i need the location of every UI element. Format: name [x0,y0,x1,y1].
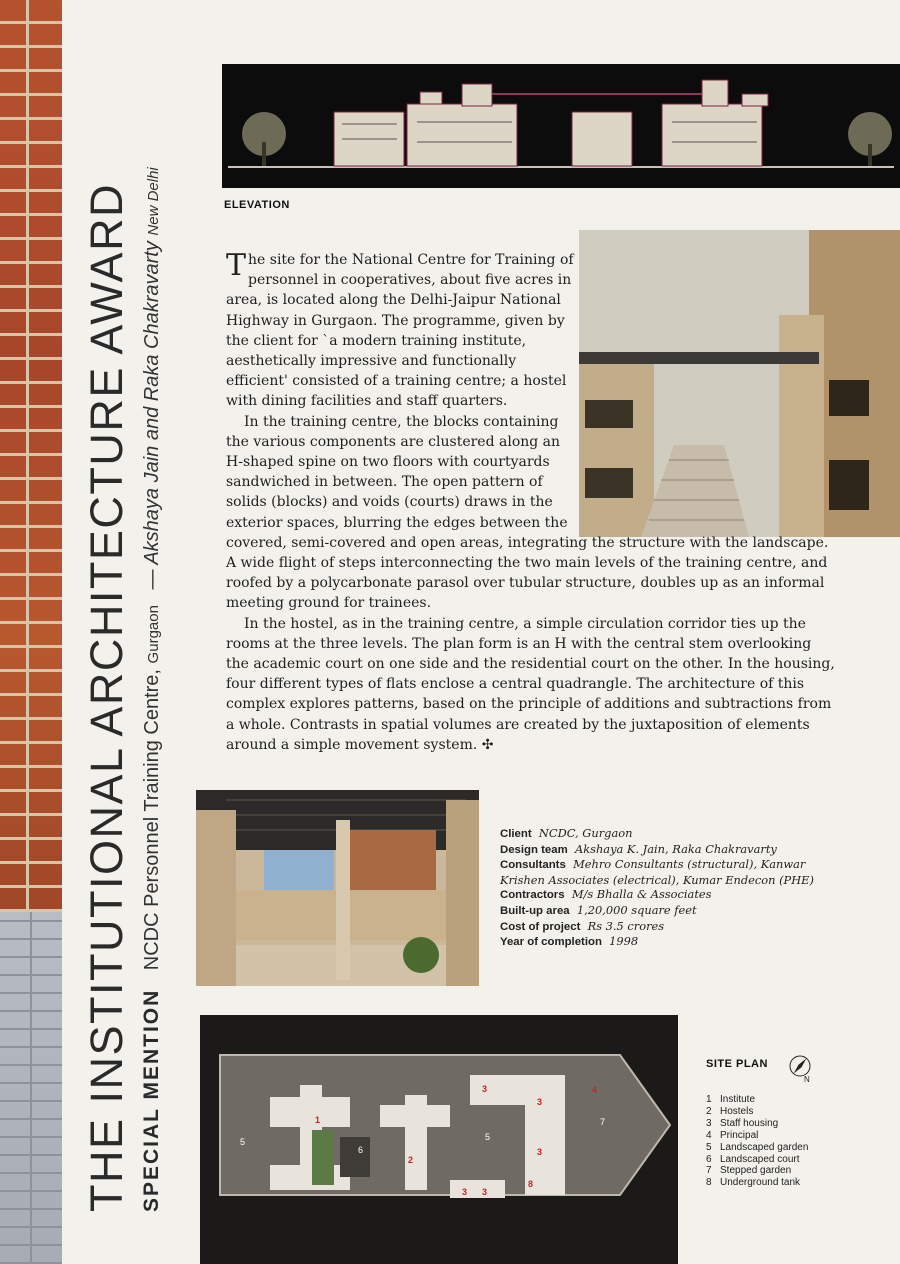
svg-text:3: 3 [462,1187,468,1197]
paragraph-3: In the hostel, as in the training centre, a simple circulation corridor ties up the rooms at the three levels. The plan form is an H with the central stem overlooking the academic court on one side and the residential court on the other. In the housing, four different types of flats enclose a central quadrangle. The architecture of this complex explores patterns, based on the principle of additions and subtractions from a whole. Contrasts in spatial volumes are created by the juxtaposition of elements around a simple movement system. ✣ [226,615,835,753]
brick-wall-photo [0,0,62,1264]
legend-item: 7 Stepped garden [706,1165,792,1177]
award-title: THE INSTITUTIONAL ARCHITECTURE AWARD [81,182,132,1212]
article-body [226,250,836,755]
vertical-title [82,60,182,1212]
legend-item: 1 Institute [706,1094,756,1105]
special-mention: SPECIAL MENTION [140,988,163,1212]
site-plan-title: SITE PLAN [706,1058,768,1070]
svg-text:8: 8 [528,1179,534,1189]
svg-text:1: 1 [315,1115,321,1125]
svg-text:4: 4 [592,1085,598,1095]
svg-text:3: 3 [537,1147,543,1157]
svg-text:2: 2 [408,1155,414,1165]
svg-text:7: 7 [600,1117,606,1127]
legend-item: 4 Principal [706,1129,759,1141]
north-label: N [804,1075,810,1084]
legend-item: 3 Staff housing [706,1117,779,1129]
credit-row: Contractors M/s Bhalla & Associates [500,887,712,902]
svg-text:5: 5 [240,1137,246,1147]
project-credits [500,826,830,950]
svg-text:5: 5 [485,1132,491,1142]
paragraph-2: In the training centre, the blocks containing the various components are clustered along an H-shaped spine on two floors with courtyards sandwiched in between. The open pattern of solids (blocks) and voids (courts) draws in the exterior spaces, blurring the edges between the covered, semi-covered and open areas, integrating the structure with the landscape. A wide flight of steps interconnecting the two main levels of the training centre, and roofed by a polycarbonate parasol over tubular structure, doubles up as an informal meeting ground for trainees. [226,413,829,612]
svg-text:6: 6 [358,1145,364,1155]
credit-row: Cost of project Rs 3.5 crores [500,918,665,933]
svg-text:3: 3 [482,1084,488,1094]
credit-row: Built-up area 1,20,000 square feet [500,902,697,917]
project-name: NCDC Personnel Training Centre, Gurgaon [141,605,163,971]
svg-text:3: 3 [482,1187,488,1197]
site-plan-drawing [200,1015,678,1264]
site-plan-legend [706,1094,808,1189]
credit-row: Year of completion 1998 [500,934,639,949]
courtyard-photo [196,790,479,986]
architects: — Akshaya Jain and Raka Chakravarty New Delhi [141,167,163,590]
credit-row: Design team Akshaya K. Jain, Raka Chakravarty [500,841,777,856]
elevation-drawing [222,64,900,188]
legend-item: 8 Underground tank [706,1177,801,1189]
elevation-label: ELEVATION [224,199,290,211]
legend-item: 6 Landscaped court [706,1153,800,1165]
legend-item: 5 Landscaped garden [706,1141,809,1153]
end-mark: ✣ [481,736,494,753]
legend-item: 2 Hostels [706,1105,754,1117]
credit-row: Client NCDC, Gurgaon [500,826,633,840]
credit-row: Consultants Mehro Consultants (structural), Kanwar Krishen Associates (electrical), Kumar Endecon (PHE) [500,857,814,887]
paragraph-1: The site for the National Centre for Training of personnel in cooperatives, about five acres in area, is located along the Delhi-Jaipur National Highway in Gurgaon. The programme, given by the client for `a modern training institute, aesthetically impressive and functionally efficient' consisted of a training centre; a hostel with dining facilities and staff quarters. [226,248,574,410]
svg-text:3: 3 [537,1097,543,1107]
